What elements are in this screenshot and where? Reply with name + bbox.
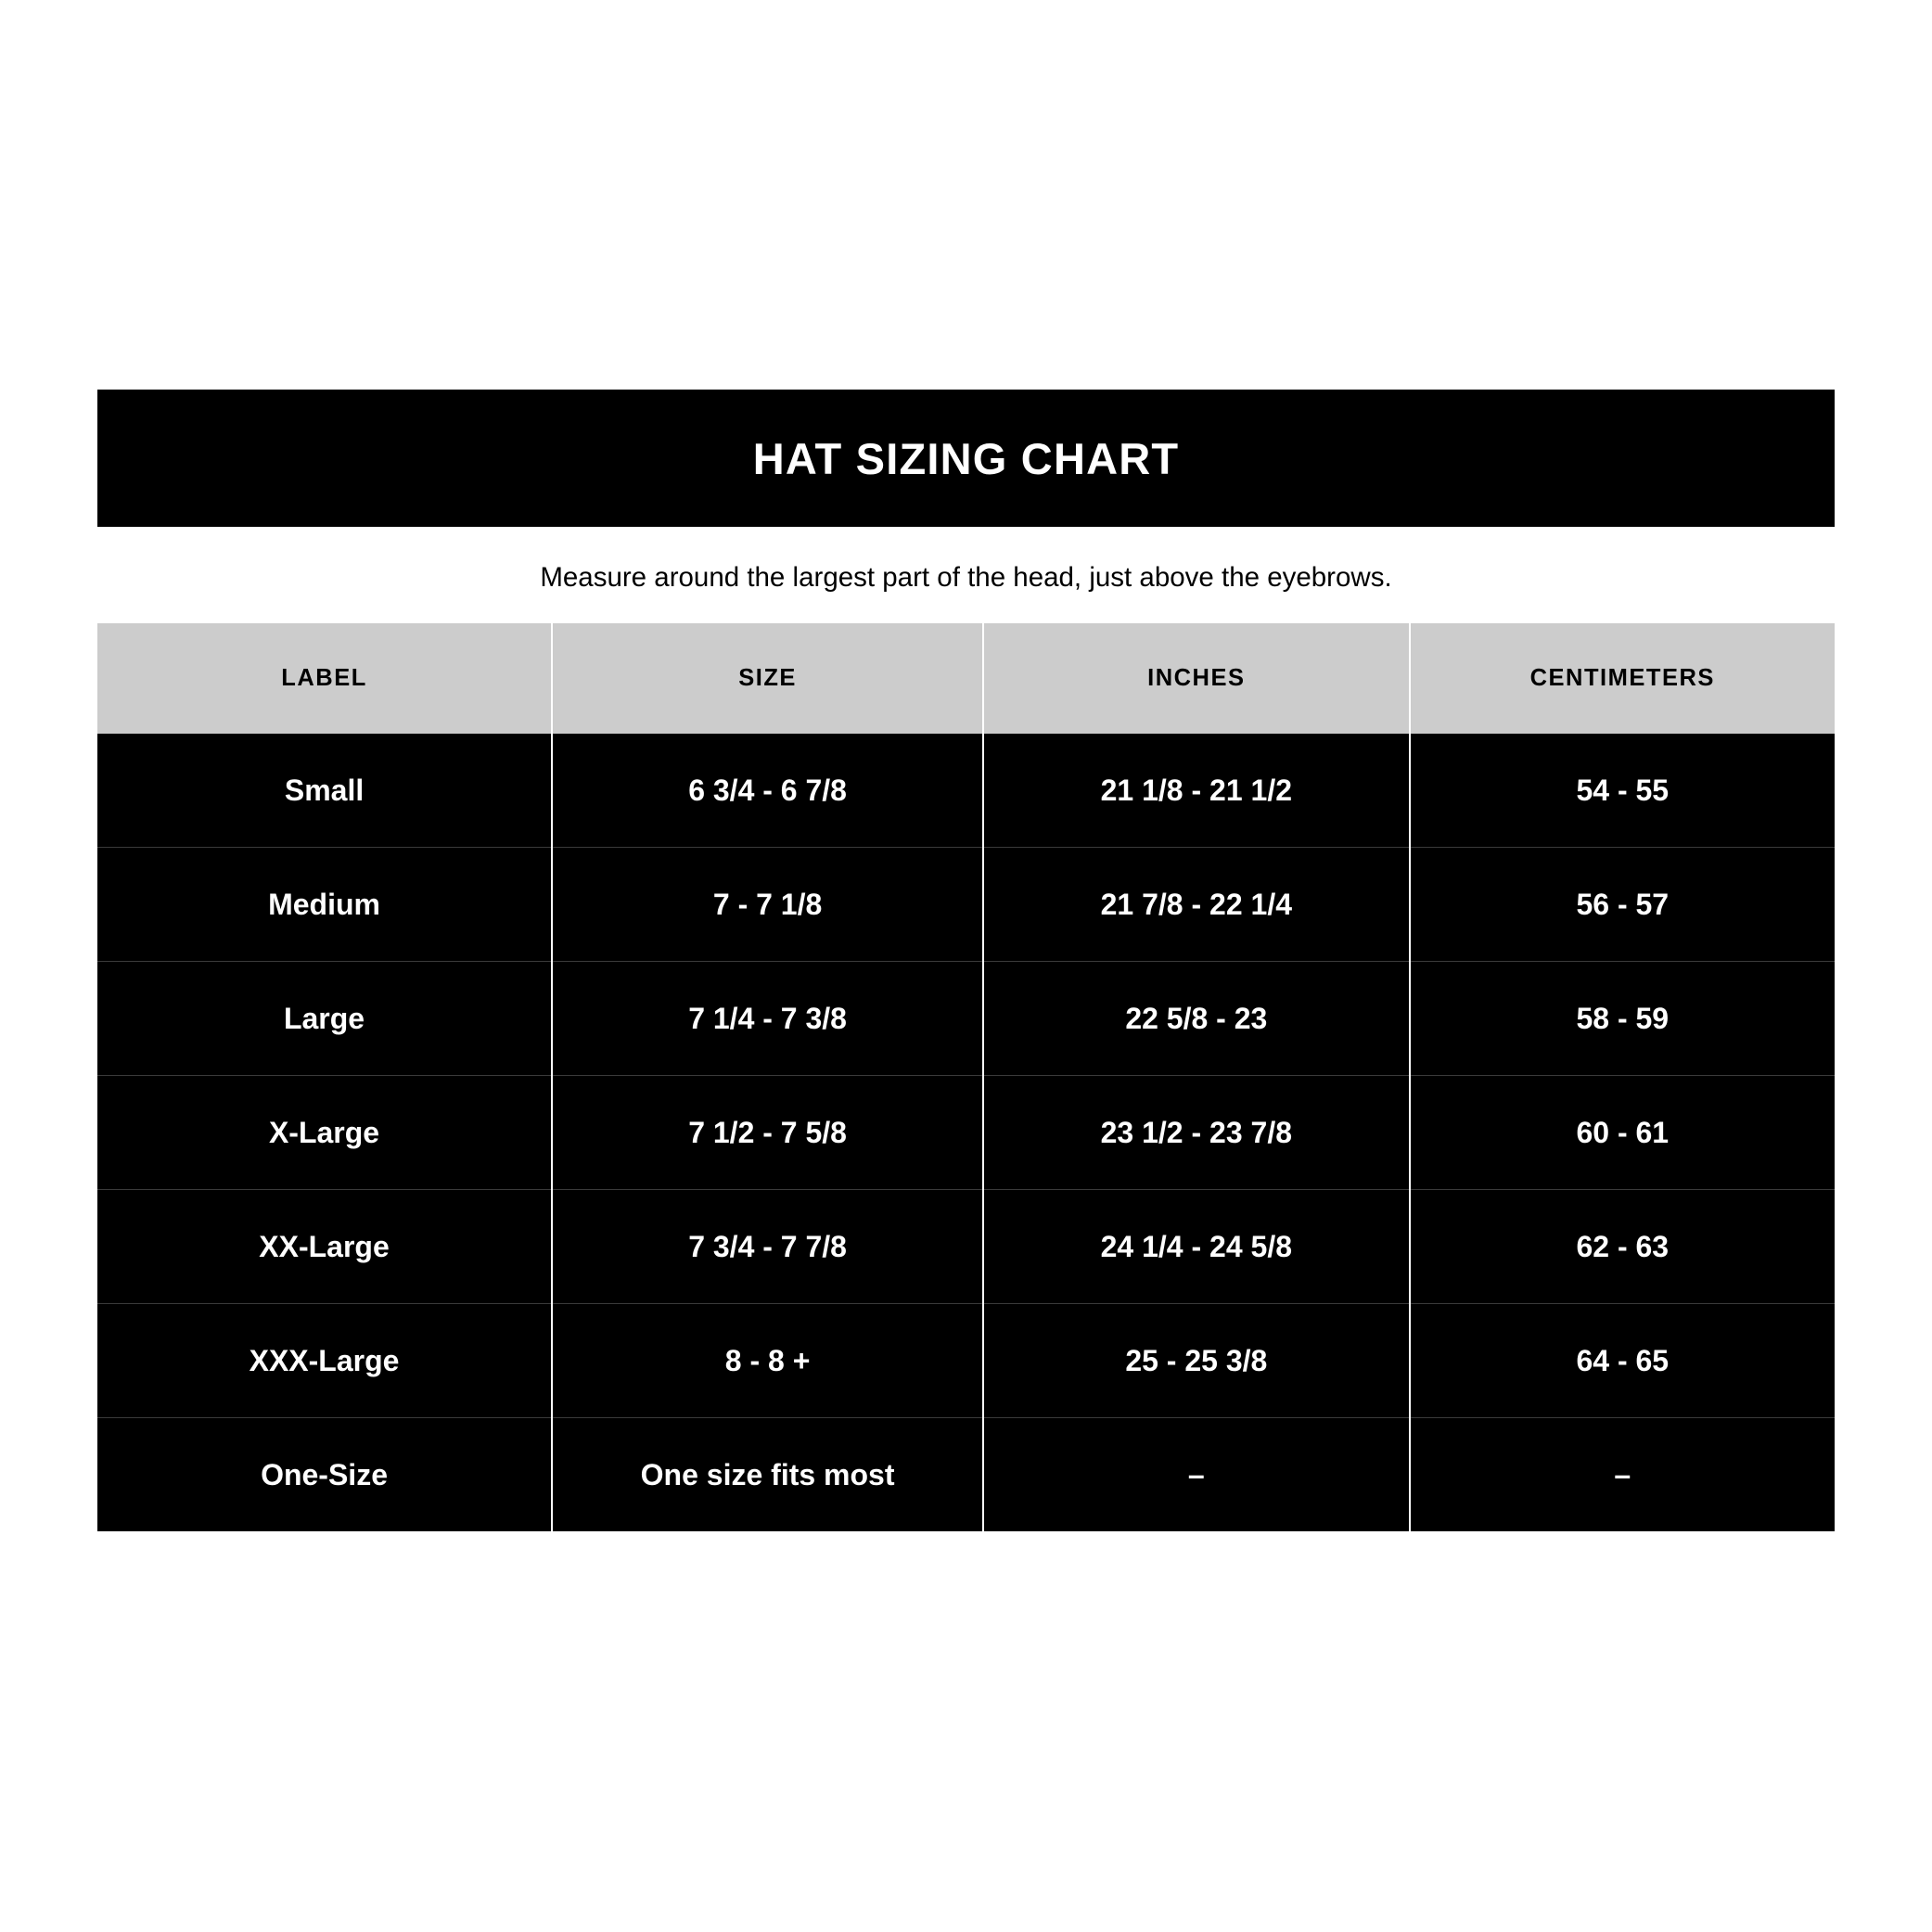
table-header xyxy=(97,623,1835,734)
table-row xyxy=(97,1190,1835,1304)
cell-size: 7 - 7 1/8 xyxy=(552,848,983,962)
cell-size: 7 1/4 - 7 3/8 xyxy=(552,962,983,1076)
cell-centimeters: 58 - 59 xyxy=(1410,962,1835,1076)
table-row xyxy=(97,1418,1835,1532)
page-title: HAT SIZING CHART xyxy=(752,433,1180,483)
sizing-table xyxy=(97,623,1835,1531)
cell-label: One-Size xyxy=(97,1418,552,1532)
cell-inches: 24 1/4 - 24 5/8 xyxy=(983,1190,1409,1304)
cell-inches: 21 1/8 - 21 1/2 xyxy=(983,734,1409,848)
cell-centimeters: 60 - 61 xyxy=(1410,1076,1835,1190)
cell-label: X-Large xyxy=(97,1076,552,1190)
column-header-inches: INCHES xyxy=(983,623,1409,734)
chart-header-bar xyxy=(97,390,1835,527)
chart-subtitle: Measure around the largest part of the head, just above the eyebrows. xyxy=(540,562,1392,593)
cell-label: XX-Large xyxy=(97,1190,552,1304)
cell-size: 7 1/2 - 7 5/8 xyxy=(552,1076,983,1190)
cell-centimeters: 62 - 63 xyxy=(1410,1190,1835,1304)
cell-label: Small xyxy=(97,734,552,848)
table-body xyxy=(97,734,1835,1531)
table-row xyxy=(97,1076,1835,1190)
cell-label: Large xyxy=(97,962,552,1076)
cell-centimeters: 56 - 57 xyxy=(1410,848,1835,962)
column-header-centimeters: CENTIMETERS xyxy=(1410,623,1835,734)
cell-inches: 25 - 25 3/8 xyxy=(983,1304,1409,1418)
cell-size: One size fits most xyxy=(552,1418,983,1532)
cell-inches: 23 1/2 - 23 7/8 xyxy=(983,1076,1409,1190)
cell-size: 7 3/4 - 7 7/8 xyxy=(552,1190,983,1304)
column-header-label: LABEL xyxy=(97,623,552,734)
cell-centimeters: – xyxy=(1410,1418,1835,1532)
cell-size: 8 - 8 + xyxy=(552,1304,983,1418)
cell-inches: 22 5/8 - 23 xyxy=(983,962,1409,1076)
cell-inches: – xyxy=(983,1418,1409,1532)
cell-centimeters: 54 - 55 xyxy=(1410,734,1835,848)
cell-centimeters: 64 - 65 xyxy=(1410,1304,1835,1418)
table-header-row xyxy=(97,623,1835,734)
table-row xyxy=(97,848,1835,962)
cell-inches: 21 7/8 - 22 1/4 xyxy=(983,848,1409,962)
table-row xyxy=(97,962,1835,1076)
hat-sizing-chart xyxy=(97,390,1835,1531)
table-row xyxy=(97,1304,1835,1418)
table-row xyxy=(97,734,1835,848)
column-header-size: SIZE xyxy=(552,623,983,734)
cell-label: Medium xyxy=(97,848,552,962)
cell-size: 6 3/4 - 6 7/8 xyxy=(552,734,983,848)
cell-label: XXX-Large xyxy=(97,1304,552,1418)
